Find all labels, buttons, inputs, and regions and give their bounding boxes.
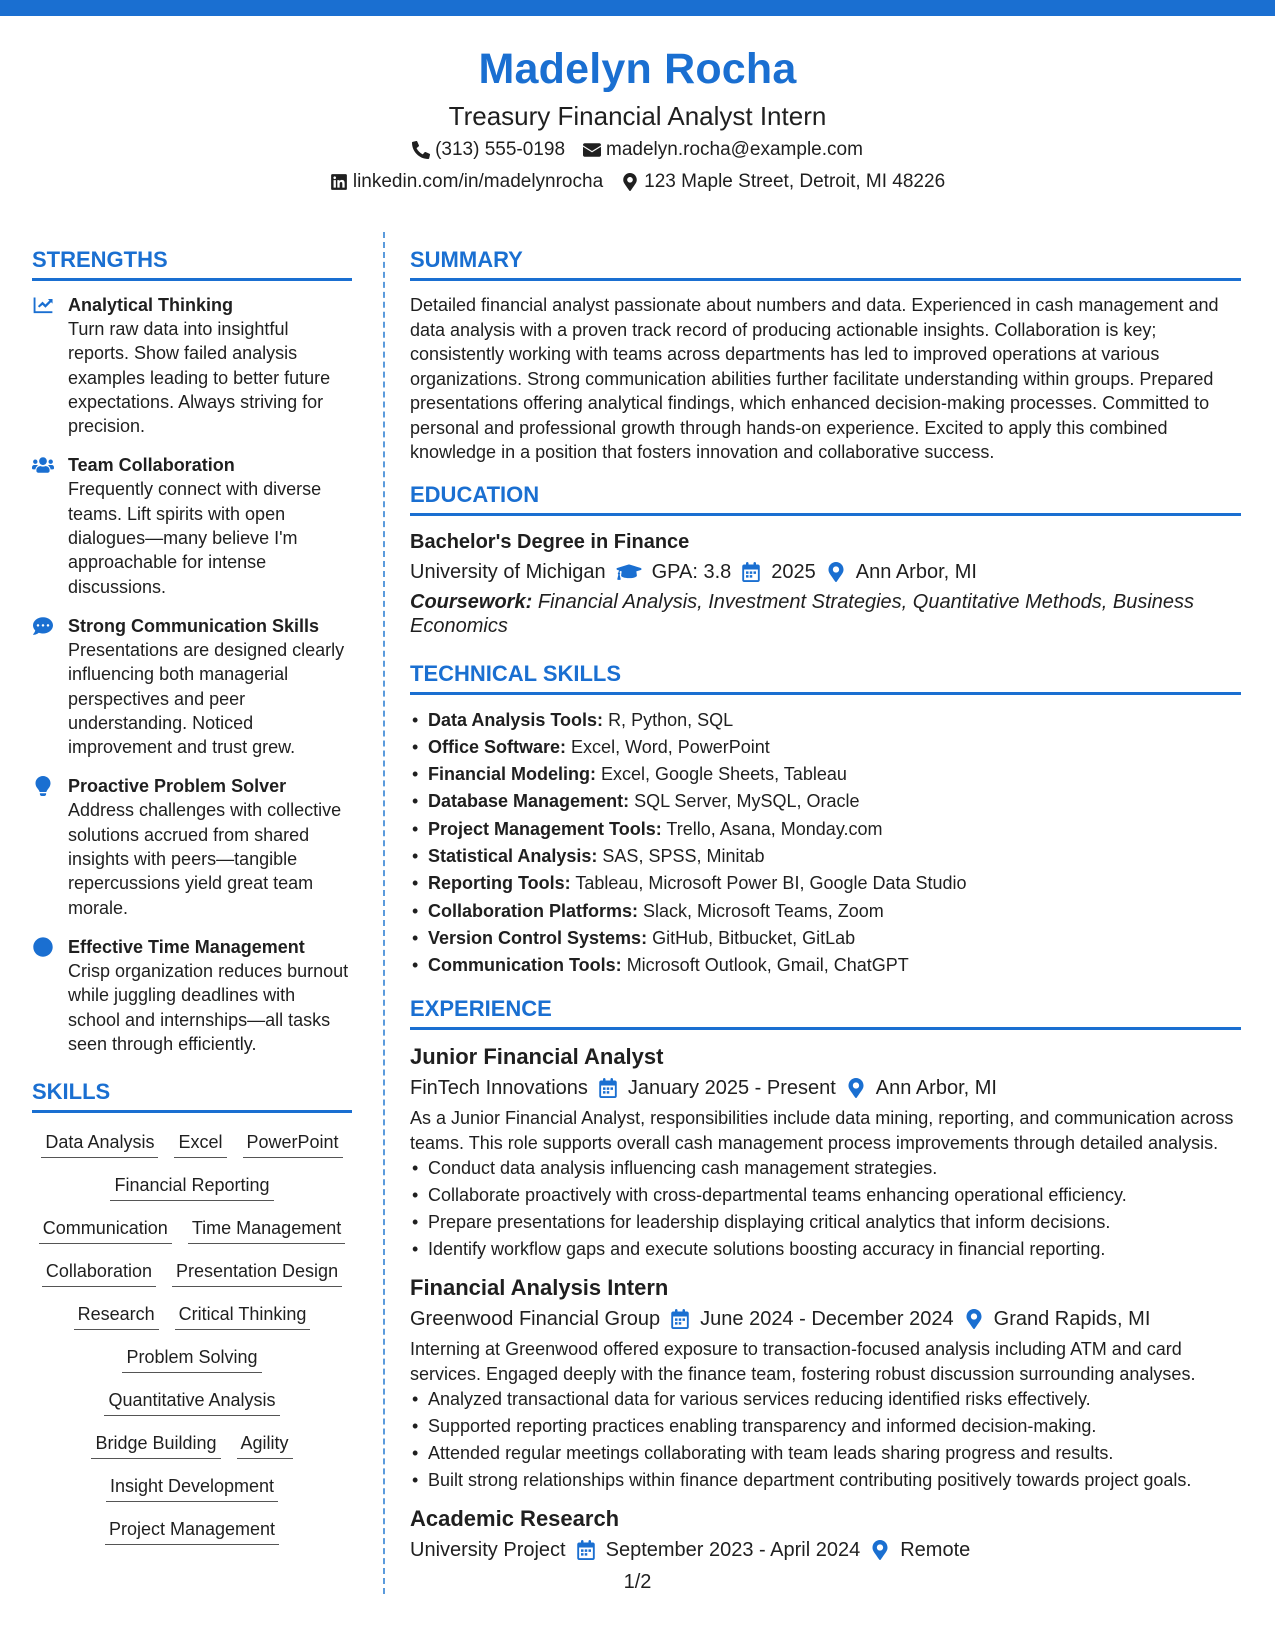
strength-title: Proactive Problem Solver xyxy=(68,776,287,797)
strength-title: Strong Communication Skills xyxy=(68,615,320,636)
list-item: • Data Analysis Tools: R, Python, SQL xyxy=(410,707,1241,734)
candidate-name: Madelyn Rocha xyxy=(478,45,797,93)
experience-heading: EXPERIENCE xyxy=(410,995,1241,1030)
list-item: • Collaboration Platforms: Slack, Microsoft Teams, Zoom xyxy=(410,898,1241,925)
job-dates: June 2024 - December 2024 xyxy=(700,1308,954,1331)
users-icon xyxy=(32,455,54,475)
skill-tag: Agility xyxy=(237,1430,293,1459)
skill-tag: Time Management xyxy=(188,1215,345,1244)
job-meta xyxy=(410,1534,1241,1566)
skills-heading: SKILLS xyxy=(32,1078,352,1113)
resume-header xyxy=(0,40,1275,198)
job-bullets xyxy=(410,1386,1241,1494)
skill-tag: Data Analysis xyxy=(41,1129,158,1158)
strength-title: Effective Time Management xyxy=(68,936,305,957)
list-item: • Reporting Tools: Tableau, Microsoft Power BI, Google Data Studio xyxy=(410,870,1241,897)
education-heading: EDUCATION xyxy=(410,481,1241,516)
map-pin-icon xyxy=(846,1078,866,1098)
summary-text: Detailed financial analyst passionate about numbers and data. Experienced in cash management and data analysis with a proven track record of producing actionable insights. Collaboration is key; consistently working with teams across departments has led to improved operations at various organizations. Strong communication abilities further facilitate understanding within groups. Prepared presentations offering analytical findings, which enhanced decision-making processes. Committed to personal and professional growth through hands-on experience. Excited to apply this combined knowledge in a position that fosters innovation and collaborative success. xyxy=(410,295,1219,462)
linkedin-contact[interactable] xyxy=(330,166,603,198)
coursework-label: Coursework: xyxy=(410,590,533,613)
phone-icon xyxy=(412,141,430,159)
job-meta xyxy=(410,1072,1241,1104)
chart-line-icon xyxy=(32,295,54,315)
strengths-heading: STRENGTHS xyxy=(32,246,352,281)
skill-tag: Collaboration xyxy=(42,1258,156,1287)
strength-desc: Presentations are designed clearly influencing both managerial perspectives and peer understanding. Noticed improvement and trust grew. xyxy=(68,639,345,758)
calendar-icon xyxy=(598,1078,618,1098)
list-item: • Prepare presentations for leadership displaying critical analytics that inform decisions. xyxy=(410,1209,1241,1236)
technical-skills-list xyxy=(410,707,1241,980)
company-name: University Project xyxy=(410,1539,566,1562)
calendar-icon xyxy=(670,1309,690,1329)
skill-tag: Quantitative Analysis xyxy=(104,1387,279,1416)
strength-item xyxy=(32,774,352,919)
list-item: • Identify workflow gaps and execute solutions boosting accuracy in financial reporting. xyxy=(410,1236,1241,1263)
skill-tag: Critical Thinking xyxy=(175,1301,311,1330)
job-bullets xyxy=(410,1155,1241,1263)
degree-title: Bachelor's Degree in Finance xyxy=(410,530,690,553)
job-dates: September 2023 - April 2024 xyxy=(605,1539,861,1562)
linkedin-icon xyxy=(330,173,348,191)
phone-contact xyxy=(412,134,565,166)
list-item: • Financial Modeling: Excel, Google Sheets, Tableau xyxy=(410,761,1241,788)
contact-row-1 xyxy=(0,134,1275,166)
envelope-icon xyxy=(583,141,601,159)
coursework xyxy=(410,590,1241,638)
top-accent-bar xyxy=(0,0,1275,16)
coursework-list: Financial Analysis, Investment Strategies, Quantitative Methods, Business Economics xyxy=(410,590,1195,637)
skill-tag: Excel xyxy=(174,1129,226,1158)
skill-tag: Communication xyxy=(39,1215,172,1244)
job-title: Financial Analysis Intern xyxy=(410,1275,669,1301)
address-contact xyxy=(621,166,945,198)
technical-skills-heading: TECHNICAL SKILLS xyxy=(410,660,1241,695)
strength-item xyxy=(32,293,352,438)
list-item: • Attended regular meetings collaborating with team leads sharing progress and results. xyxy=(410,1440,1241,1467)
experience-entry xyxy=(410,1504,1241,1566)
job-title: Academic Research xyxy=(410,1506,620,1532)
strength-desc: Frequently connect with diverse teams. Lift spirits with open dialogues—many believe I'm approachable for intense discussions. xyxy=(68,479,322,597)
summary-heading: SUMMARY xyxy=(410,246,1241,281)
skill-tag: Presentation Design xyxy=(172,1258,342,1287)
map-pin-icon xyxy=(870,1540,890,1560)
skill-tag: Project Management xyxy=(105,1516,279,1545)
gpa-text: GPA: 3.8 xyxy=(651,560,732,583)
experience-entry xyxy=(410,1042,1241,1263)
skill-tag: Bridge Building xyxy=(91,1430,220,1459)
list-item: • Project Management Tools: Trello, Asana, Monday.com xyxy=(410,816,1241,843)
education-location: Ann Arbor, MI xyxy=(855,560,977,583)
lightbulb-icon xyxy=(32,776,54,796)
job-title: Junior Financial Analyst xyxy=(410,1044,664,1070)
job-location: Ann Arbor, MI xyxy=(875,1077,997,1100)
list-item: • Communication Tools: Microsoft Outlook, Gmail, ChatGPT xyxy=(410,952,1241,979)
list-item: • Collaborate proactively with cross-departmental teams enhancing operational efficiency. xyxy=(410,1182,1241,1209)
list-item: • Built strong relationships within finance department contributing positively towards project goals. xyxy=(410,1467,1241,1494)
list-item: • Database Management: SQL Server, MySQL, Oracle xyxy=(410,788,1241,815)
strength-desc: Turn raw data into insightful reports. Show failed analysis examples leading to better future expectations. Always striving for precision. xyxy=(68,319,331,437)
strength-desc: Crisp organization reduces burnout while juggling deadlines with school and internships—all tasks seen through efficiently. xyxy=(68,960,349,1054)
skills-list xyxy=(32,1129,352,1545)
map-pin-icon xyxy=(826,562,846,582)
clock-icon xyxy=(32,937,54,957)
list-item: • Statistical Analysis: SAS, SPSS, Minitab xyxy=(410,843,1241,870)
job-location: Remote xyxy=(900,1539,971,1562)
calendar-icon xyxy=(576,1540,596,1560)
strength-item xyxy=(32,453,352,598)
list-item: • Conduct data analysis influencing cash management strategies. xyxy=(410,1155,1241,1182)
list-item: • Version Control Systems: GitHub, Bitbucket, GitLab xyxy=(410,925,1241,952)
column-divider xyxy=(383,232,385,1594)
list-item: • Office Software: Excel, Word, PowerPoint xyxy=(410,734,1241,761)
skill-tag: PowerPoint xyxy=(243,1129,343,1158)
phone-text: (313) 555-0198 xyxy=(435,139,566,160)
contact-row-2 xyxy=(0,166,1275,198)
skill-tag: Financial Reporting xyxy=(110,1172,273,1201)
education-meta xyxy=(410,556,1241,588)
skill-tag: Research xyxy=(74,1301,159,1330)
page-number: 1/2 xyxy=(623,1571,652,1593)
map-pin-icon xyxy=(621,173,639,191)
left-column xyxy=(32,246,352,1545)
job-dates: January 2025 - Present xyxy=(627,1077,836,1100)
strength-desc: Address challenges with collective solutions accrued from shared insights with peers—tangible repercussions yield great team morale. xyxy=(68,800,342,918)
strength-item xyxy=(32,935,352,1056)
skill-tag: Insight Development xyxy=(106,1473,278,1502)
candidate-title: Treasury Financial Analyst Intern xyxy=(448,101,827,131)
email-contact[interactable] xyxy=(583,134,863,166)
email-text[interactable]: madelyn.rocha@example.com xyxy=(606,139,863,160)
calendar-icon xyxy=(741,562,761,582)
company-name: Greenwood Financial Group xyxy=(410,1308,661,1331)
strength-item xyxy=(32,614,352,759)
school-name: University of Michigan xyxy=(410,560,606,583)
job-description: As a Junior Financial Analyst, responsibilities include data mining, reporting, and communication across teams. This role supports overall cash management process improvements through detailed analysis. xyxy=(410,1108,1234,1153)
strength-title: Team Collaboration xyxy=(68,455,235,476)
graduation-year: 2025 xyxy=(771,560,816,583)
skill-tag: Problem Solving xyxy=(122,1344,261,1373)
graduation-cap-icon xyxy=(616,562,642,582)
strength-title: Analytical Thinking xyxy=(68,295,234,315)
linkedin-text[interactable]: linkedin.com/in/madelynrocha xyxy=(352,171,604,192)
address-text: 123 Maple Street, Detroit, MI 48226 xyxy=(644,171,946,192)
job-meta xyxy=(410,1303,1241,1335)
job-description: Interning at Greenwood offered exposure to transaction-focused analysis including ATM and card services. Engaged deeply with the finance team, fostering robust discussion surrounding analyses. xyxy=(410,1339,1196,1384)
comment-dots-icon xyxy=(32,616,54,636)
job-location: Grand Rapids, MI xyxy=(993,1308,1151,1331)
right-column xyxy=(410,246,1241,1566)
experience-entry xyxy=(410,1273,1241,1494)
map-pin-icon xyxy=(964,1309,984,1329)
company-name: FinTech Innovations xyxy=(410,1077,588,1100)
list-item: • Supported reporting practices enabling transparency and informed decision-making. xyxy=(410,1413,1241,1440)
list-item: • Analyzed transactional data for various services reducing identified risks effectively. xyxy=(410,1386,1241,1413)
